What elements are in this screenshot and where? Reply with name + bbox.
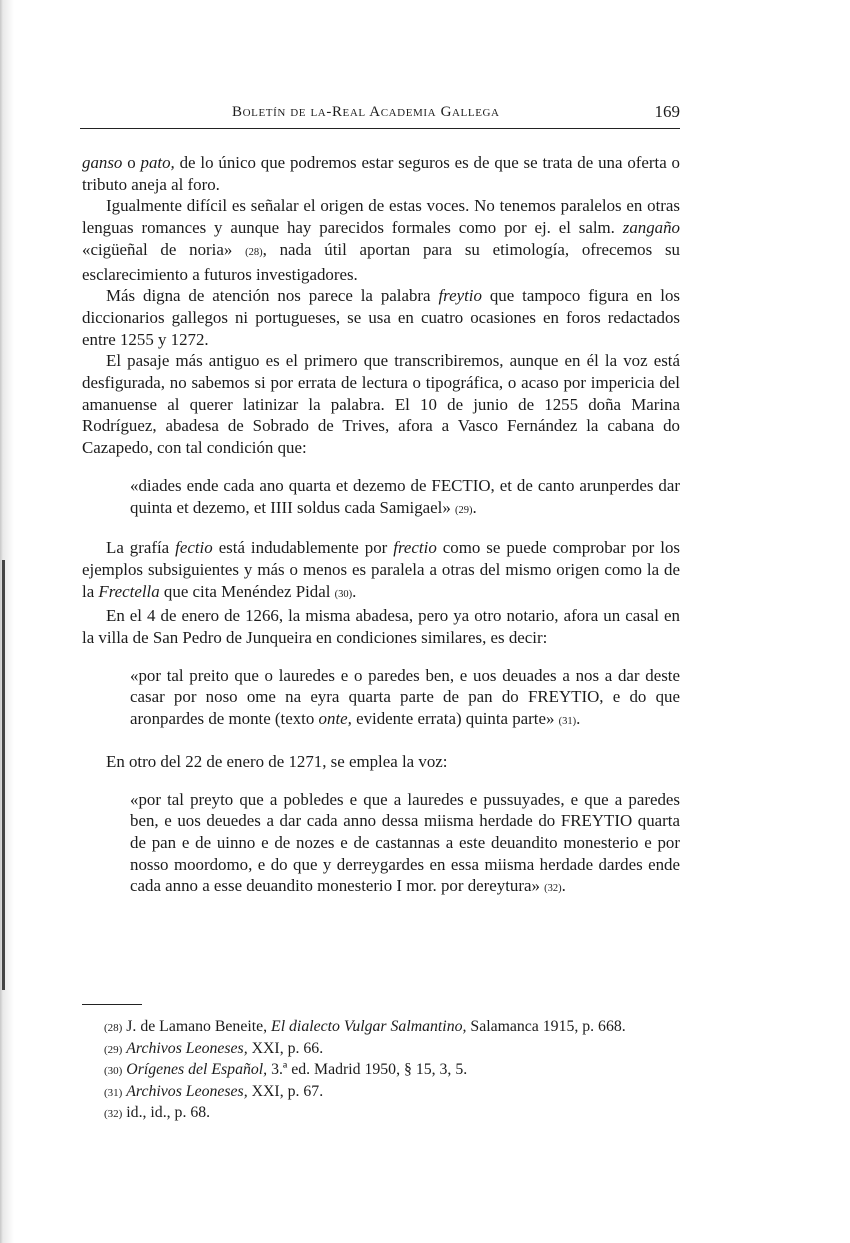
footnote-29: (29) Archivos Leoneses, XXI, p. 66. <box>104 1039 324 1057</box>
paragraph-1: ganso o pato, de lo único que podremos estar seguros es de que se trata de una oferta o tributo aneja al foro. <box>82 153 680 194</box>
body-text <box>82 152 680 916</box>
page-number: 169 <box>654 102 680 121</box>
paragraph-4: El pasaje más antiguo es el primero que transcribiremos, aunque en él la voz está desfigurada, no sabemos si por errata de lectura o tipográfica, o acaso por impericia del amanuense al querer latinizar la palabra. El 10 de junio de 1255 doña Marina Rodríguez, abadesa de Sobrado de Trives, afora a Vasco Fernández la cabana do Cazapedo, con tal condición que: <box>82 351 680 458</box>
footnote-ref-28: (28) <box>245 246 263 258</box>
footnote-ref-31: (31) <box>558 716 577 728</box>
footnote-30: (30) Orígenes del Español, 3.ª ed. Madrid 1950, § 15, 3, 5. <box>104 1061 468 1079</box>
footnotes <box>82 1004 682 1125</box>
quote-2: «por tal preito que o lauredes e o paredes ben, e uos deuades a nos a dar deste casar por noso ome na eyra quarta parte de pan do FREYTIO, e do que aronpardes de monte (texto onte, evidente errata) quinta parte» (31). <box>130 665 680 729</box>
scan-binding-mark <box>2 560 5 990</box>
paragraph-6: En el 4 de enero de 1266, la misma abadesa, pero ya otro notario, afora un casal en la villa de San Pedro de Junqueira en condiciones similares, es decir: <box>82 606 680 648</box>
footnote-ref-30: (30) <box>334 588 353 600</box>
paragraph-3: Más digna de atención nos parece la palabra freytio que tampoco figura en los diccionarios gallegos ni portugueses, se usa en cuatro ocasiones en foros redactados entre 1255 y 1272. <box>82 286 680 349</box>
footnote-ref-32: (32) <box>544 883 562 895</box>
footnote-28: (28) J. de Lamano Beneite, El dialecto Vulgar Salmantino, Salamanca 1915, p. 668. <box>104 1018 626 1035</box>
footnote-32: (32) id., id., p. 68. <box>104 1104 211 1122</box>
quote-3: «por tal preyto que a pobledes e que a lauredes e pussuyades, e que a paredes ben, e uos deuedes a dar cada anno dessa miisma herdade do FREYTIO quarta de pan e de uinno e de nozes e de castannas a este deuandito monesterio e por nosso moordomo, e do que y derreygardes en essa miisma herdade dardes ende cada anno a esse deuandito monesterio I mor. por dereytura» (32). <box>130 789 680 896</box>
paragraph-5: La grafía fectio está indudablemente por frectio como se puede comprobar por los ejemplos subsiguientes y más o menos es paralela a otras del mismo origen como la de la Frectella que cita Menéndez Pidal (30). <box>82 538 680 601</box>
footnote-31: (31) Archivos Leoneses, XXI, p. 67. <box>104 1082 324 1100</box>
paragraph-7: En otro del 22 de enero de 1271, se emplea la voz: <box>106 751 448 771</box>
header-rule <box>80 128 680 129</box>
footnote-rule <box>82 1004 142 1005</box>
footnote-ref-29: (29) <box>455 504 473 516</box>
quote-1: «diades ende cada ano quarta et dezemo de FECTIO, et de canto arunperdes dar quinta et dezemo, et IIII soldus cada Samigael» (29). <box>130 475 680 517</box>
paragraph-2: Igualmente difícil es señalar el origen de estas voces. No tenemos paralelos en otras lenguas romances y aunque hay parecidos formales como por ej. el salm. zangaño «cigüeñal de noria» (28), nada útil aportan para su etimología, ofrecemos su esclarecimiento a futuros investigadores. <box>82 196 681 284</box>
journal-title: Boletín de la-Real Academia Gallega <box>232 104 500 120</box>
running-head <box>80 100 680 130</box>
